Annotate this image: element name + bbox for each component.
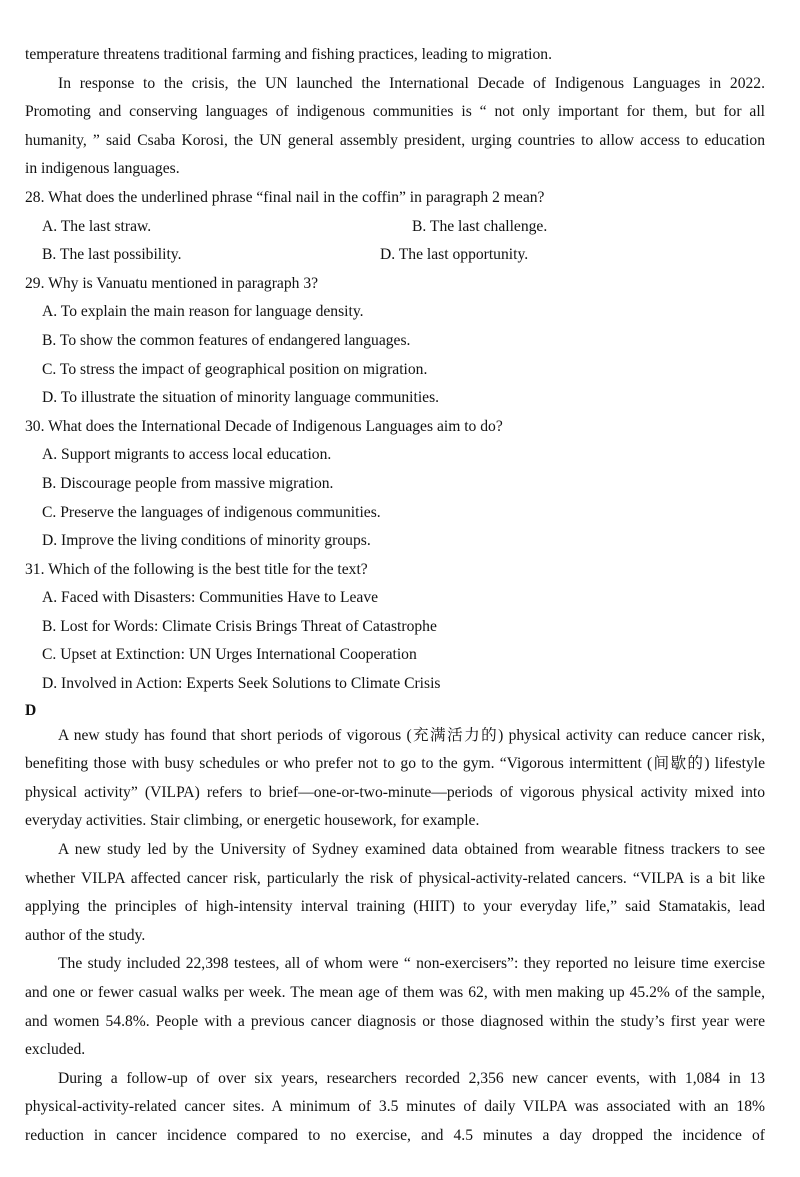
option-row	[25, 213, 765, 242]
paragraph-line: Promoting and conserving languages of indigenous communities is “ not only important for them, but for all	[25, 103, 765, 121]
paragraph	[25, 70, 765, 184]
paragraph-line: reduction in cancer incidence compared to no exercise, and 4.5 minutes a day dropped the incidence of	[25, 1126, 765, 1144]
section-heading: D	[25, 701, 37, 719]
paragraph-line: excluded.	[25, 1041, 86, 1059]
paragraph-line: whether VILPA affected cancer risk, particularly the risk of physical-activity-related cancers. “VILPA is a bit like	[25, 869, 765, 887]
question-stem: 28. What does the underlined phrase “final nail in the coffin” in paragraph 2 mean?	[25, 188, 545, 206]
paragraph	[25, 950, 765, 1064]
paragraph	[25, 836, 765, 950]
option-row	[25, 241, 765, 270]
paragraph-line: in indigenous languages.	[25, 160, 180, 178]
passage-d	[25, 699, 765, 1151]
question-stem: 29. Why is Vanuatu mentioned in paragraph 3?	[25, 274, 319, 292]
option-d: D. Improve the living conditions of minority groups.	[42, 532, 371, 550]
paragraph-line: In response to the crisis, the UN launched the International Decade of Indigenous Languages in 2022.	[58, 74, 765, 92]
paragraph-line: physical-activity-related cancer sites. A minimum of 3.5 minutes of daily VILPA was associated with an 18%	[25, 1098, 765, 1116]
option-a: A. The last straw.	[42, 217, 152, 235]
paragraph-line: The study included 22,398 testees, all of whom were “ non-exercisers”: they reported no leisure time exercise	[58, 955, 765, 973]
paragraph-line: humanity, ” said Csaba Korosi, the UN general assembly president, urging countries to allow access to education	[25, 131, 765, 149]
question-31	[25, 556, 765, 699]
option-d: D. Involved in Action: Experts Seek Solutions to Climate Crisis	[42, 675, 441, 693]
option-b: B. Lost for Words: Climate Crisis Brings Threat of Catastrophe	[42, 617, 437, 635]
paragraph-line: A new study led by the University of Sydney examined data obtained from wearable fitness trackers to see	[58, 841, 765, 859]
paragraph-line: everyday activities. Stair climbing, or energetic housework, for example.	[25, 812, 480, 830]
option-c: B. The last possibility.	[42, 246, 182, 264]
option-a: A. Support migrants to access local education.	[42, 446, 332, 464]
option-d: D. The last opportunity.	[380, 246, 529, 264]
option-c: C. Preserve the languages of indigenous communities.	[42, 503, 381, 521]
paragraph-line: During a follow-up of over six years, researchers recorded 2,356 new cancer events, with 1,084 in 13	[58, 1069, 765, 1087]
option-c: C. To stress the impact of geographical position on migration.	[42, 360, 428, 378]
paragraph-line: author of the study.	[25, 926, 146, 944]
paragraph-line: and women 54.8%. People with a previous cancer diagnosis or those diagnosed within the study’s first year were	[25, 1012, 765, 1030]
passage-c	[25, 41, 765, 184]
option-b: B. To show the common features of endangered languages.	[42, 331, 411, 349]
paragraph-line: temperature threatens traditional farming and fishing practices, leading to migration.	[25, 46, 552, 63]
option-b: B. Discourage people from massive migration.	[42, 474, 334, 492]
paragraph-line: applying the principles of high-intensity interval training (HIIT) to your everyday life,” said Stamatakis, lead	[25, 898, 765, 916]
paragraph-line: physical activity” (VILPA) refers to brief—one-or-two-minute—periods of vigorous physical activity mixed into	[25, 783, 765, 801]
paragraph	[25, 1065, 765, 1151]
option-b: B. The last challenge.	[412, 217, 548, 235]
question-30	[25, 413, 765, 556]
paragraph-line: and one or fewer casual walks per week. The mean age of them was 62, with men making up 45.2% of the sample,	[25, 984, 765, 1001]
paragraph-line: benefiting those with busy schedules or who prefer not to go to the gym. “Vigorous intermittent (间歇的) lifestyle	[25, 755, 765, 773]
paragraph	[25, 722, 765, 836]
option-a: A. Faced with Disasters: Communities Have to Leave	[42, 589, 379, 607]
question-stem: 31. Which of the following is the best title for the text?	[25, 560, 368, 578]
document-page	[25, 41, 765, 1151]
option-d: D. To illustrate the situation of minority language communities.	[42, 389, 440, 407]
paragraph-line: A new study has found that short periods of vigorous (充满活力的) physical activity can reduce cancer risk,	[58, 726, 765, 744]
question-28	[25, 184, 765, 270]
option-c: C. Upset at Extinction: UN Urges International Cooperation	[42, 646, 417, 664]
option-a: A. To explain the main reason for language density.	[42, 303, 364, 321]
question-stem: 30. What does the International Decade of Indigenous Languages aim to do?	[25, 417, 503, 435]
question-29	[25, 270, 765, 413]
